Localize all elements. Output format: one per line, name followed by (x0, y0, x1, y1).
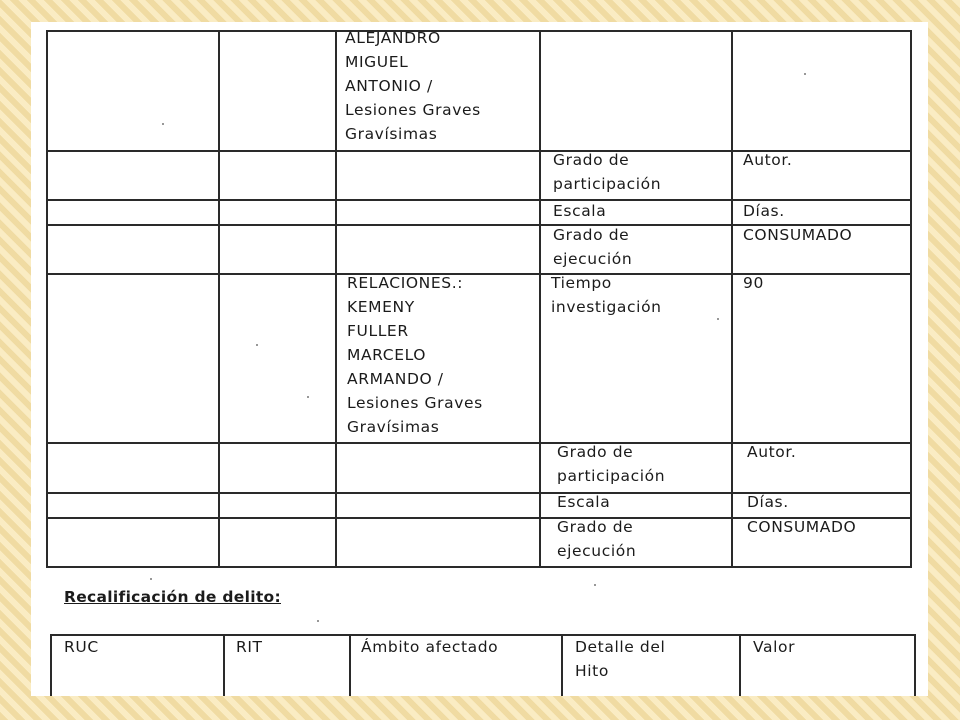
table-cell-value: CONSUMADO (747, 518, 857, 536)
table-cell-label: Tiempo investigación (551, 274, 662, 316)
table-cell-value: Días. (747, 493, 789, 511)
table-header-detalle: Detalle del Hito (575, 638, 666, 680)
scan-speck (256, 344, 258, 346)
table-grid-line (914, 634, 916, 696)
scanned-document-page (31, 22, 928, 696)
table-grid-line (739, 634, 741, 696)
table-cell-label: Grado de participación (557, 443, 666, 485)
scan-speck (804, 73, 806, 75)
table-cell-value: Días. (743, 202, 785, 220)
table-cell-value: Autor. (743, 151, 793, 169)
table-cell-label: Escala (557, 493, 611, 511)
scan-speck (307, 396, 309, 398)
table-cell-value: Autor. (747, 443, 797, 461)
table-cell-label: Escala (553, 202, 607, 220)
table-header-rit: RIT (236, 638, 263, 656)
table-grid-line (349, 634, 351, 696)
section-heading: Recalificación de delito: (64, 588, 281, 606)
table-header-ruc: RUC (64, 638, 99, 656)
scan-speck (162, 123, 164, 125)
table-grid-line (223, 634, 225, 696)
table-cell-defendant: RELACIONES.: KEMENY FULLER MARCELO ARMANDO / Lesiones Graves Gravísimas (347, 274, 483, 436)
table-grid-line (561, 634, 563, 696)
scan-speck (317, 620, 319, 622)
scan-speck (150, 578, 152, 580)
table-cell-value: CONSUMADO (743, 226, 853, 244)
table-cell-label: Grado de ejecución (553, 226, 633, 268)
table-cell-value: 90 (743, 274, 764, 292)
table-header-ambito: Ámbito afectado (361, 638, 499, 656)
table-cell-label: Grado de participación (553, 151, 662, 193)
table-cell-label: Grado de ejecución (557, 518, 637, 560)
recalification-table (31, 22, 928, 696)
table-header-valor: Valor (753, 638, 796, 656)
scan-speck (594, 584, 596, 586)
scan-speck (717, 318, 719, 320)
table-cell-defendant: ALEJANDRO MIGUEL ANTONIO / Lesiones Graves Gravísimas (345, 29, 481, 143)
table-grid-line (50, 634, 52, 696)
